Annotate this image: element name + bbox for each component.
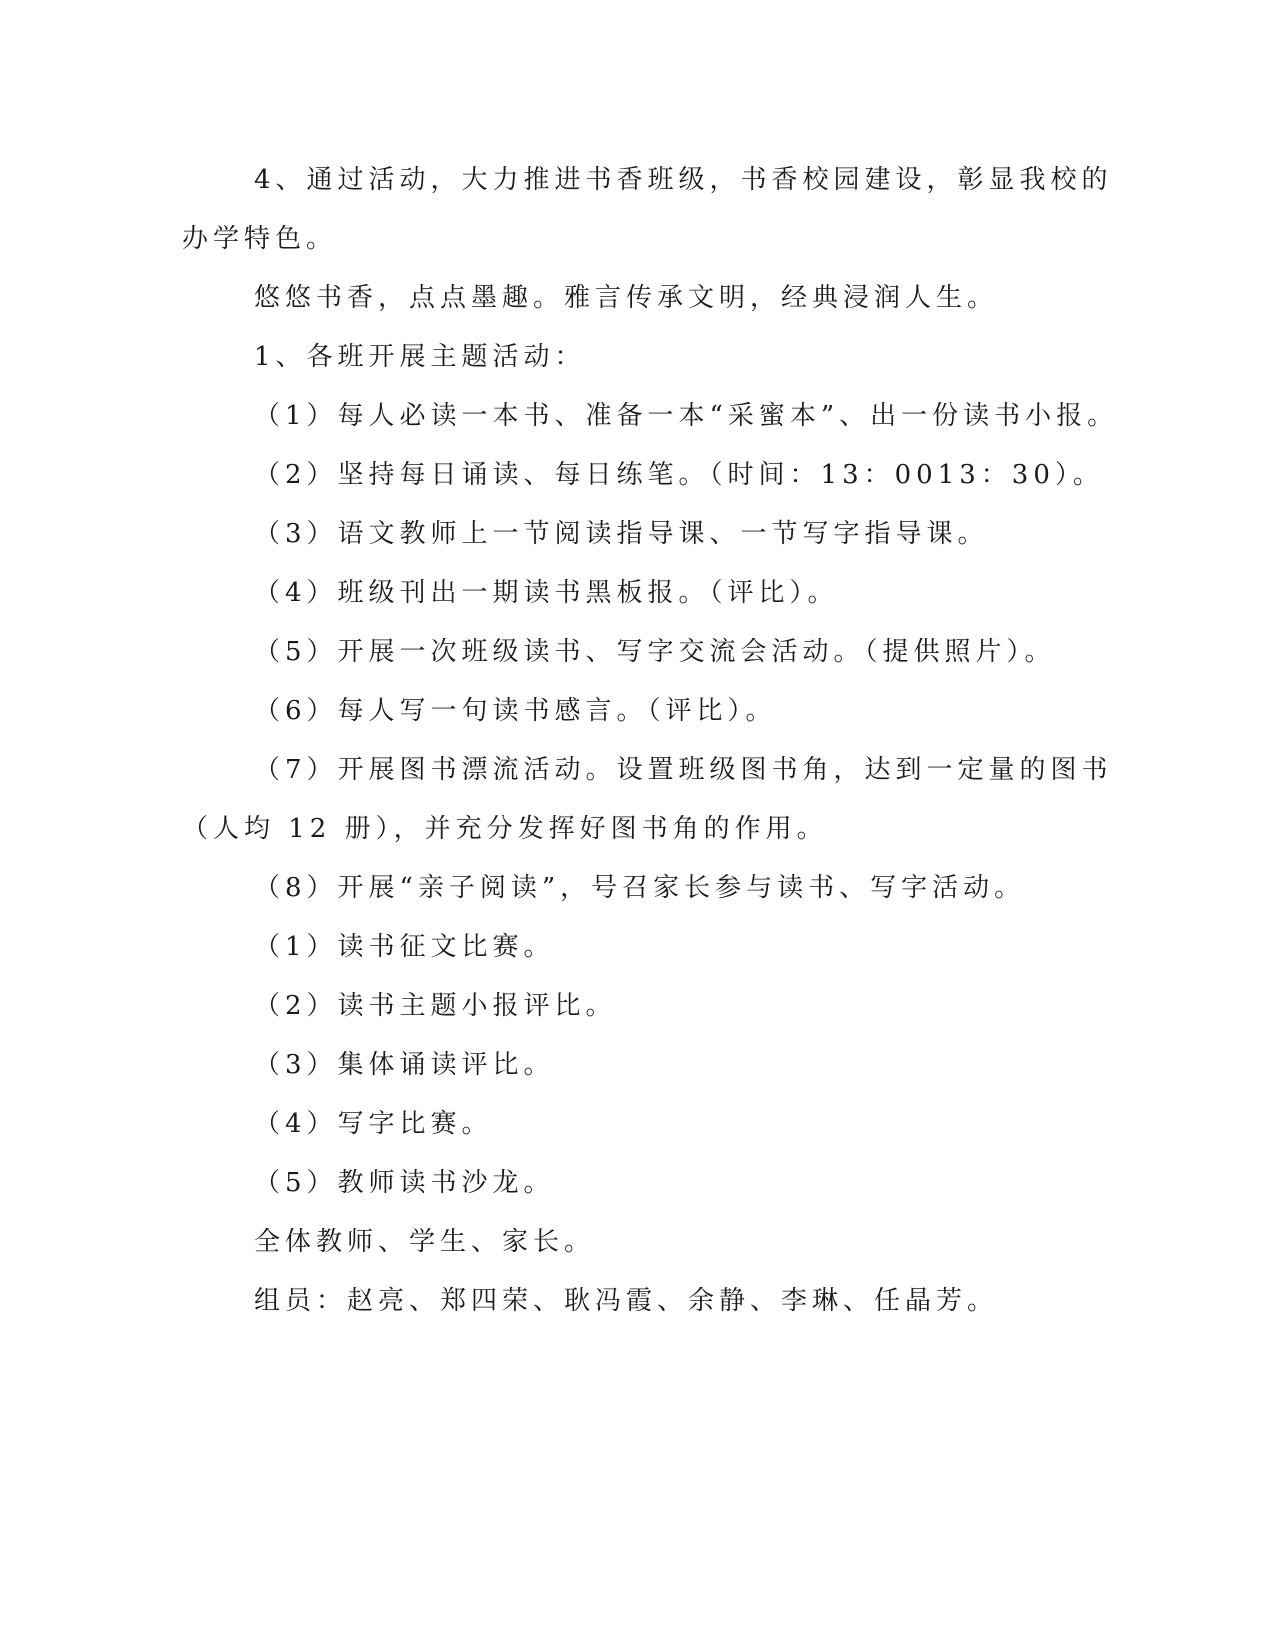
list-item: （3）语文教师上一节阅读指导课、一节写字指导课。	[254, 519, 989, 549]
list-item: （5）开展一次班级读书、写字交流会活动。（提供照片）。	[254, 637, 1056, 667]
list-item: （5）教师读书沙龙。	[254, 1168, 555, 1198]
list-item: （3）集体诵读评比。	[254, 1050, 555, 1080]
paragraph-line: 组员：赵亮、郑四荣、耿冯霞、余静、李琳、任晶芳。	[254, 1286, 999, 1316]
list-item: （1）每人必读一本书、准备一本“采蜜本”、出一份读书小报。	[254, 401, 1119, 431]
list-item: （4）写字比赛。	[254, 1109, 493, 1139]
list-item: （7）开展图书漂流活动。设置班级图书角，达到一定量的图书	[254, 755, 1113, 785]
list-item: （1）读书征文比赛。	[254, 932, 555, 962]
paragraph-line: 悠悠书香，点点墨趣。雅言传承文明，经典浸润人生。	[254, 283, 999, 313]
paragraph-line: 4、通过活动，大力推进书香班级，书香校园建设，彰显我校的	[254, 165, 1113, 195]
list-item: （2）坚持每日诵读、每日练笔。（时间：13：0013：30）。	[254, 460, 1104, 490]
paragraph-line: 1、各班开展主题活动：	[254, 342, 586, 372]
paragraph-line: 办学特色。	[182, 224, 338, 254]
list-item: （4）班级刊出一期读书黑板报。（评比）。	[254, 578, 839, 608]
paragraph-line: 全体教师、学生、家长。	[254, 1227, 596, 1257]
list-item: （6）每人写一句读书感言。（评比）。	[254, 696, 777, 726]
list-item: （2）读书主题小报评比。	[254, 991, 617, 1021]
list-item: （8）开展“亲子阅读”，号召家长参与读书、写字活动。	[254, 873, 1026, 903]
paragraph-line: （人均 12 册），并充分发挥好图书角的作用。	[182, 814, 828, 844]
